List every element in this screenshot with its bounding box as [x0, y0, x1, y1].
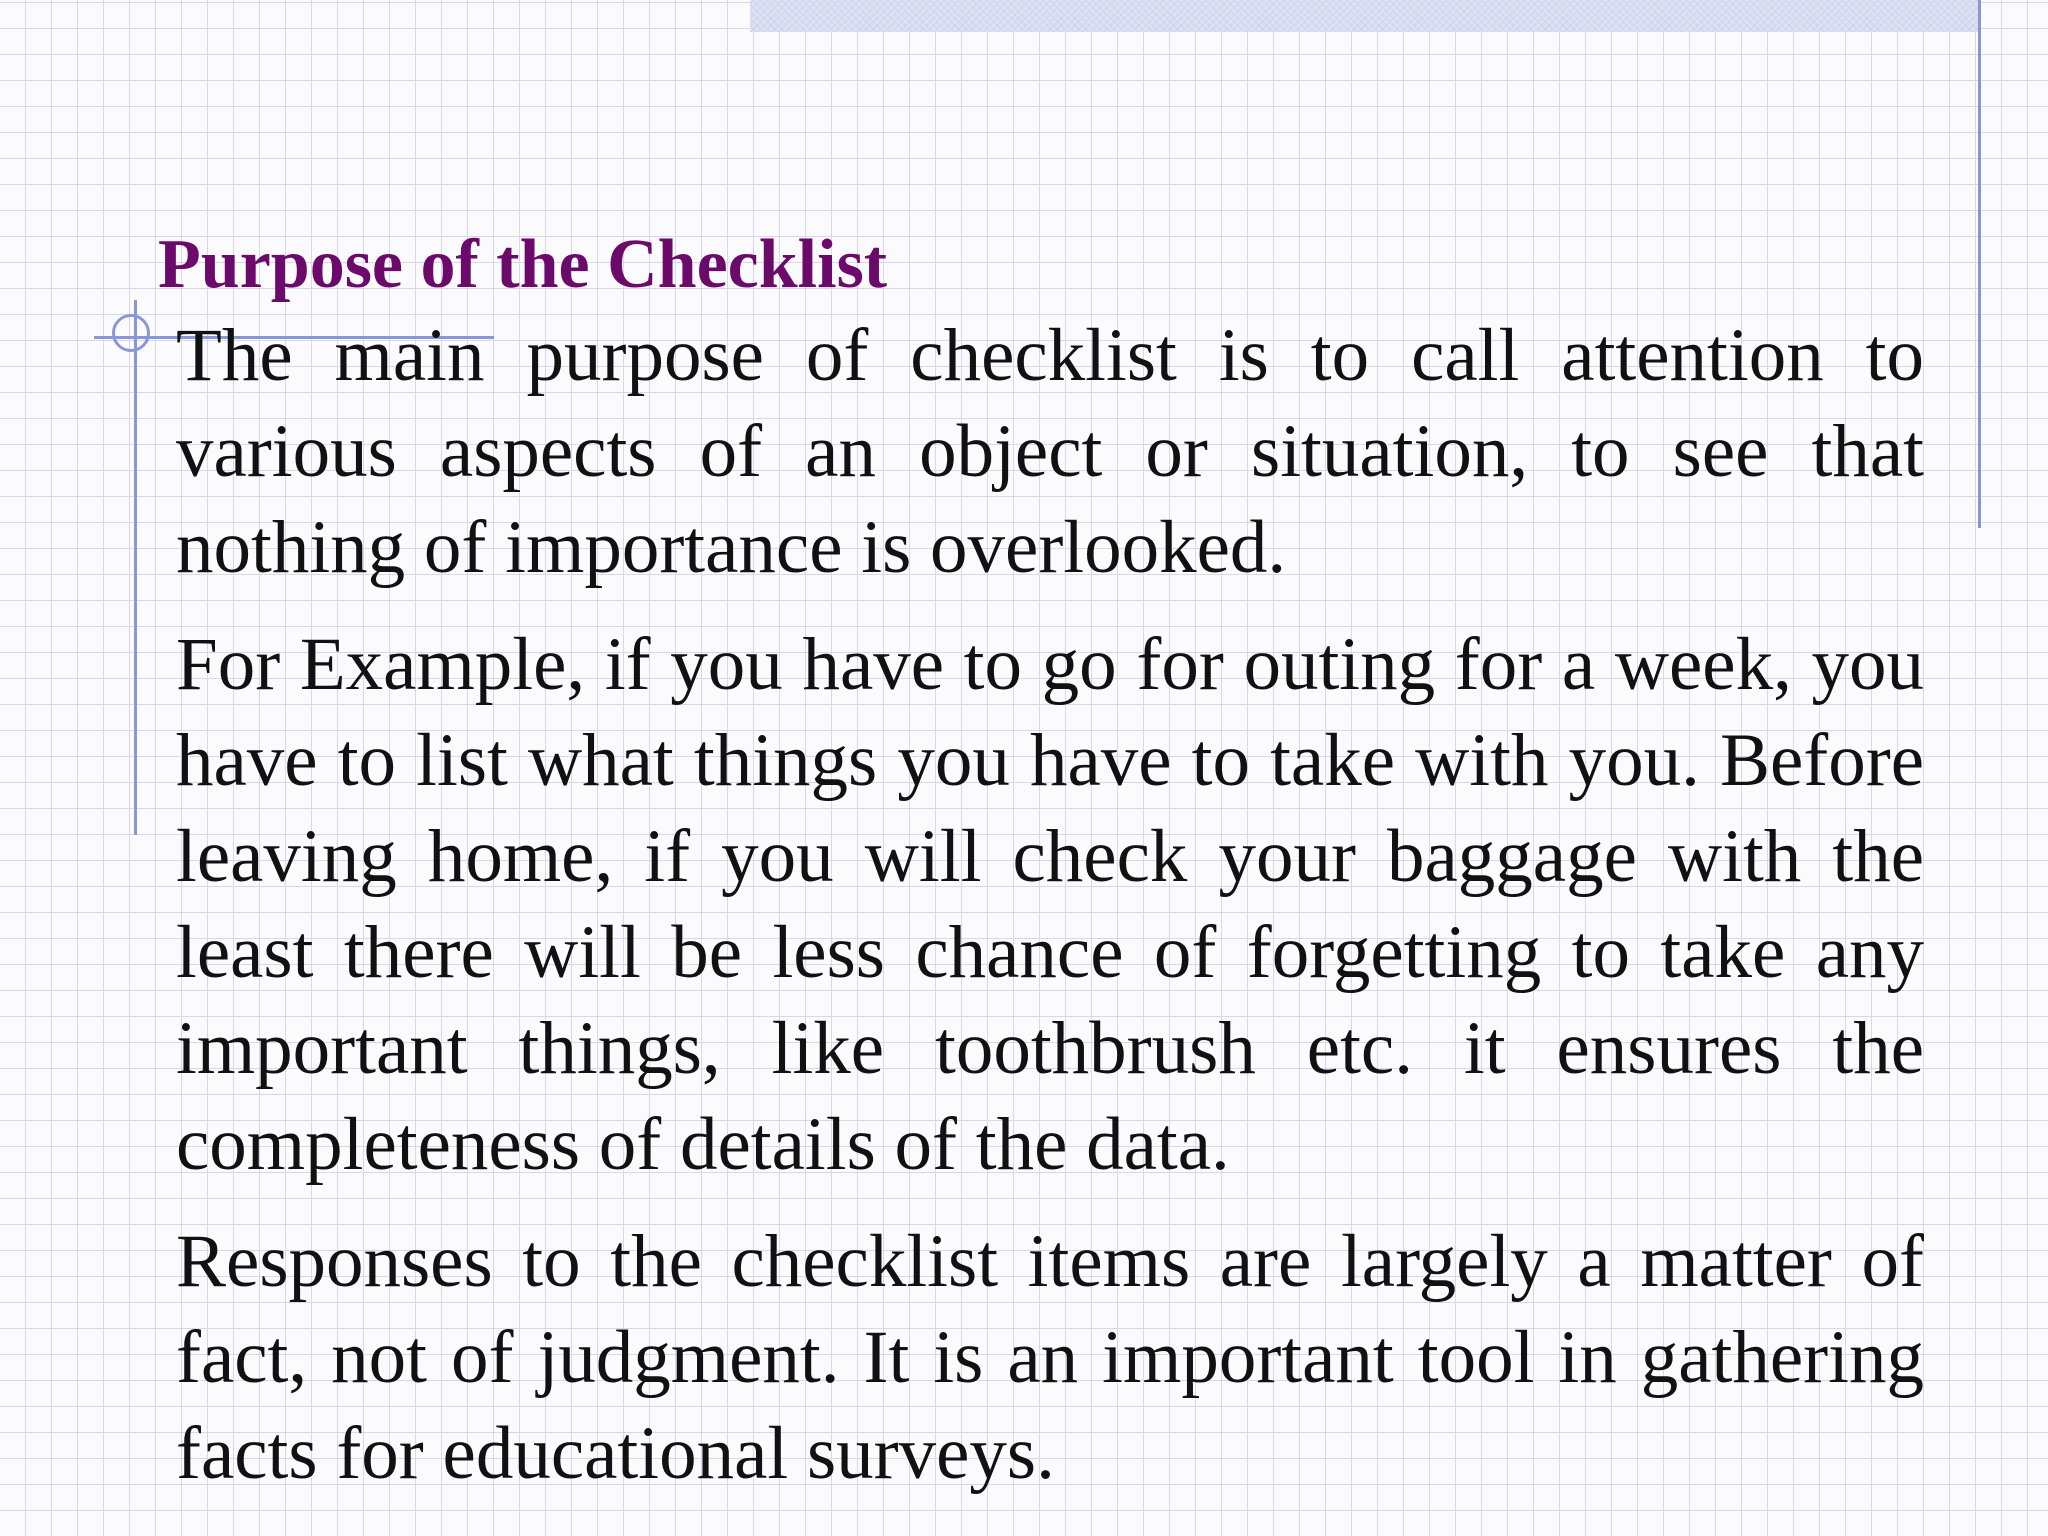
paragraph-responses: Responses to the checklist items are largely a matter of fact, not of judgment. It is an important tool in gathering facts for educational surveys.	[176, 1220, 1924, 1495]
paragraph-example: For Example, if you have to go for outing for a week, you have to list what things you have to take with you. Before leaving home, if you will check your baggage with the least there will be less chance of forgetting to take any important things, like toothbrush etc. it ensures the completeness of details of the data.	[176, 623, 1924, 1186]
slide-title: Purpose of the Checklist	[158, 226, 888, 303]
paragraph-purpose: The main purpose of checklist is to call attention to various aspects of an object or situation, to see that nothing of importance is overlooked.	[176, 314, 1924, 589]
left-accent-rule	[134, 300, 137, 835]
top-decorative-band	[750, 0, 1980, 32]
slide-body	[176, 308, 1924, 1523]
right-accent-rule	[1978, 0, 1981, 528]
ring-ornament-icon	[112, 314, 150, 352]
